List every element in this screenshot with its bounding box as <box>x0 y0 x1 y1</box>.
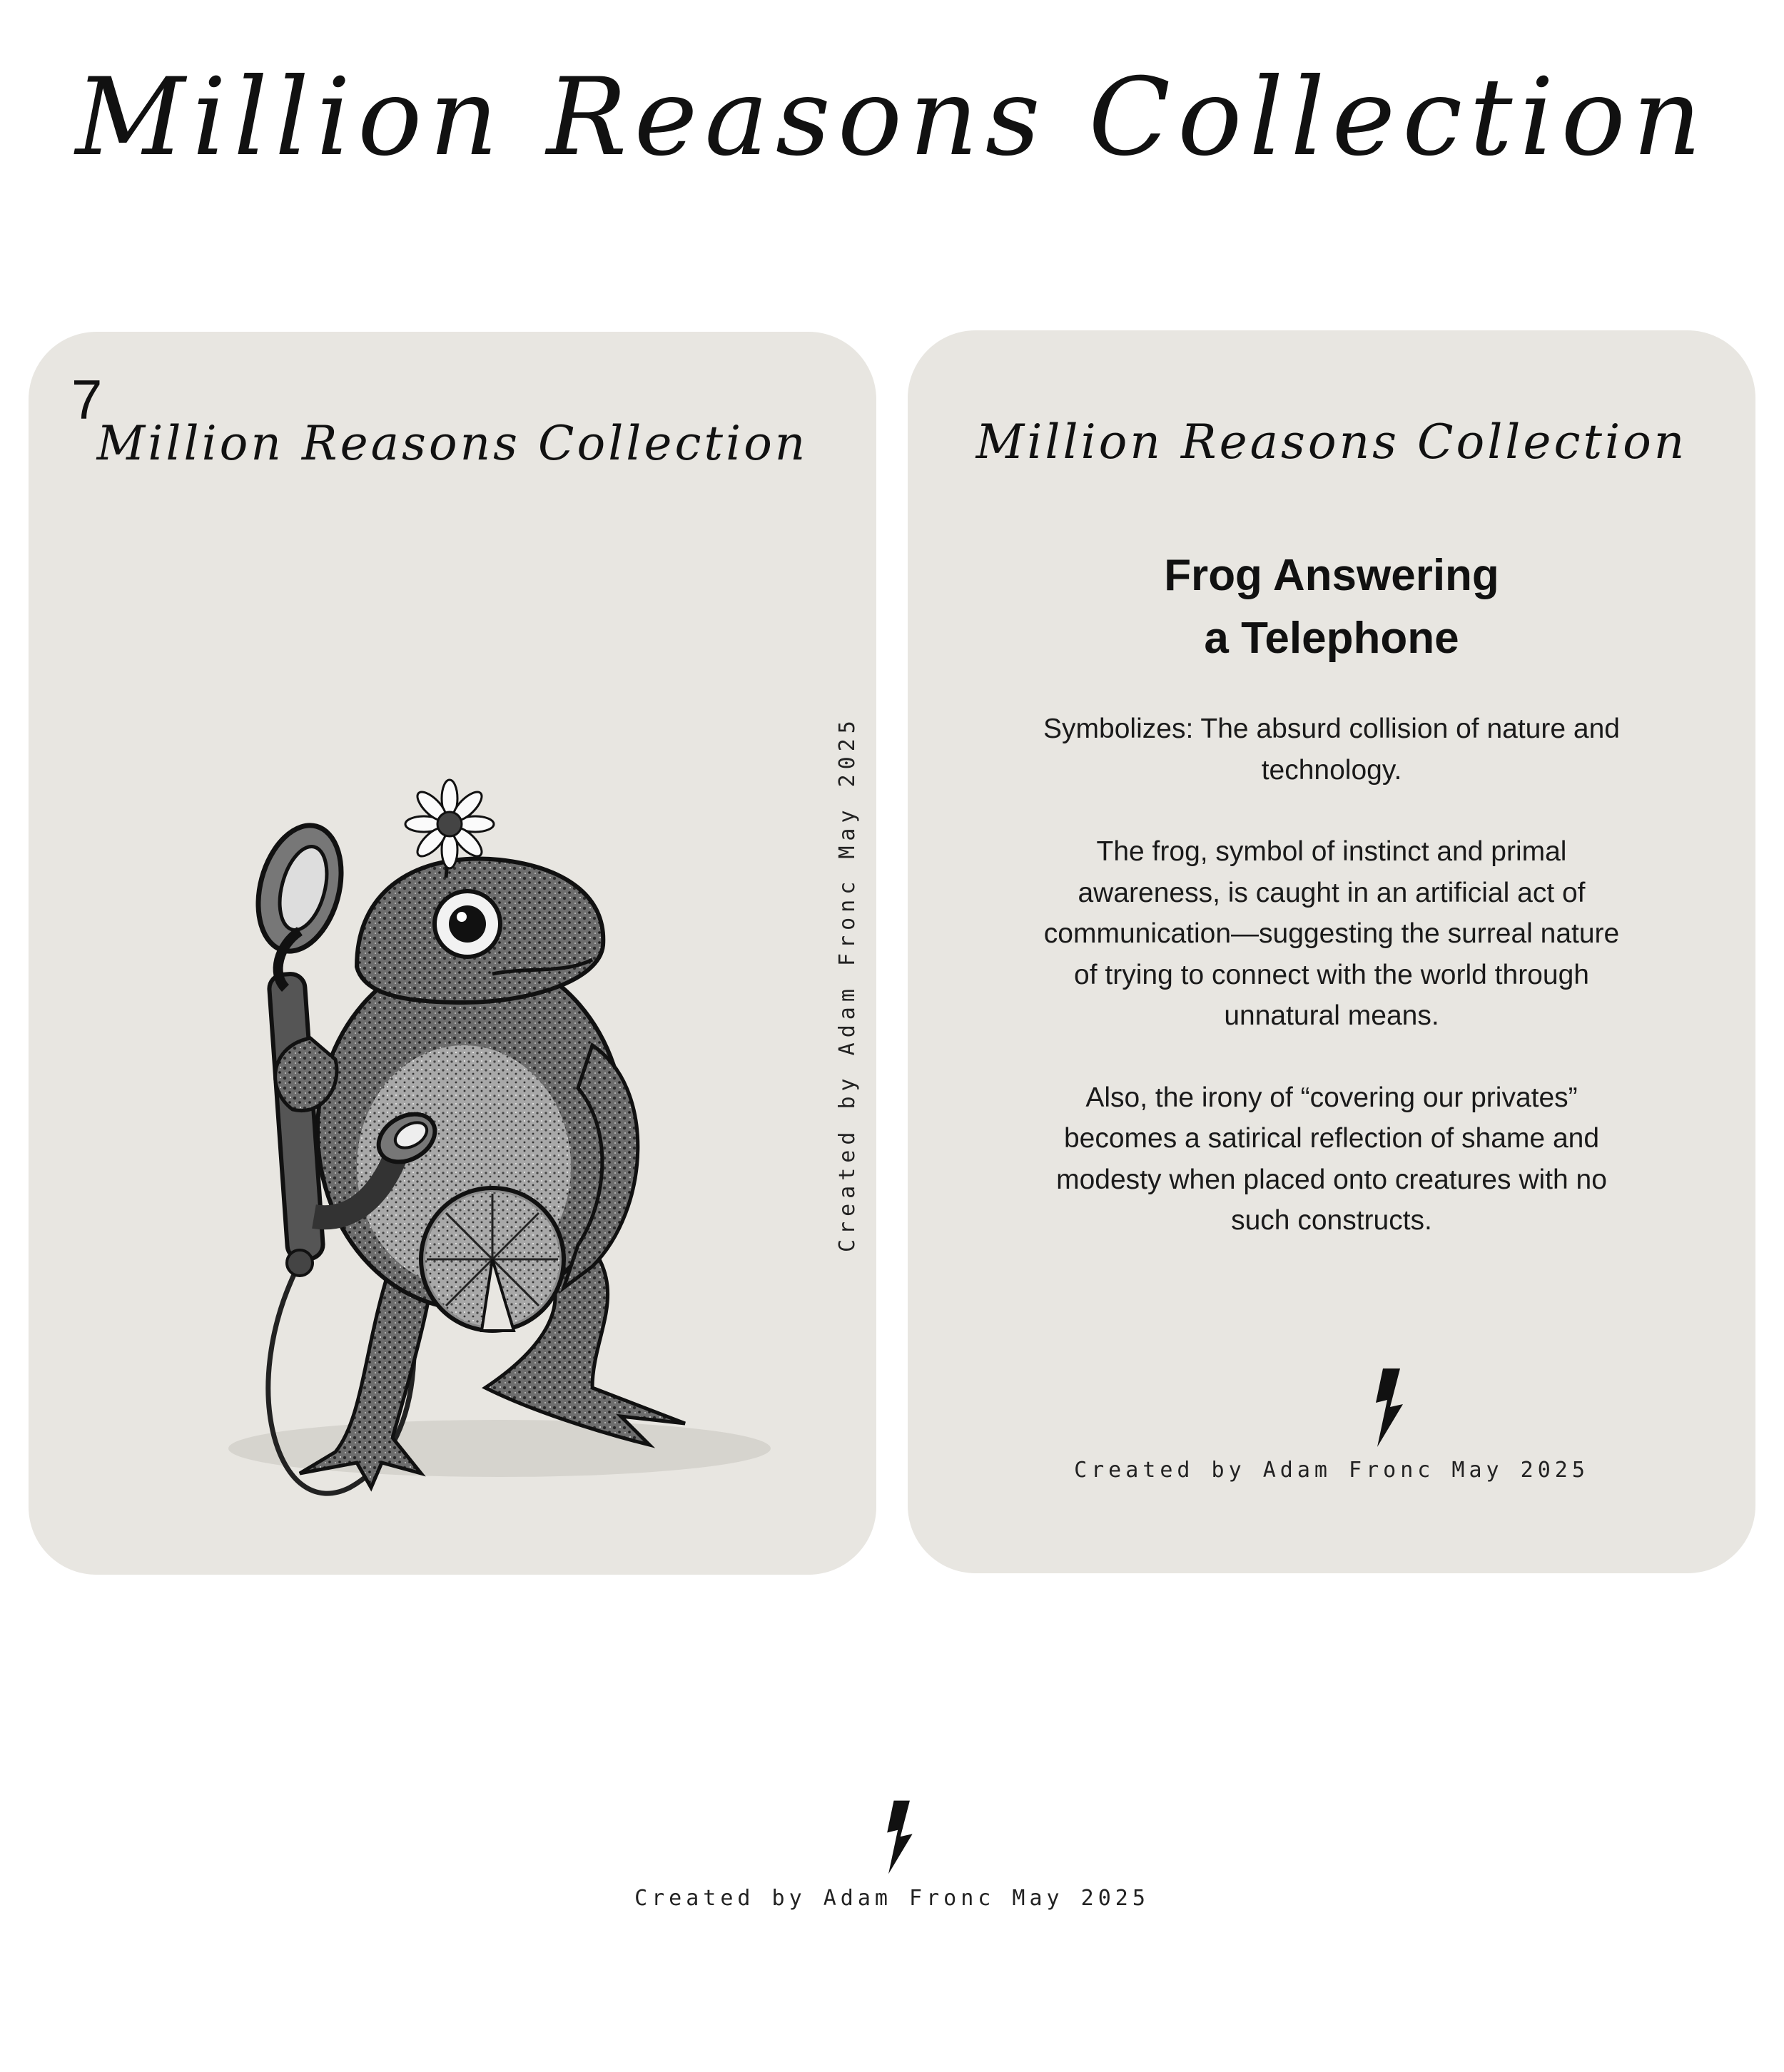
card-front-credit: Created by Adam Fronc May 2025 <box>835 716 860 1252</box>
card-front <box>29 332 876 1575</box>
card-front-header: Million Reasons Collection <box>96 416 809 471</box>
frog-illustration <box>193 546 792 1530</box>
description-paragraph-2: The frog, symbol of instinct and primal awareness, is caught in an artificial act of communication—suggesting the surreal nature of trying to connect with the world through unnatural means. <box>1043 836 1620 1031</box>
description-paragraph-1: Symbolizes: The absurd collision of nature and technology. <box>1043 713 1620 786</box>
lily-pad <box>421 1188 564 1331</box>
lightning-bolt-icon <box>879 1798 919 1877</box>
card-description <box>1043 709 1620 1282</box>
card-number: 7 <box>71 368 103 431</box>
card-back-header: Million Reasons Collection <box>975 415 1688 469</box>
card-back-credit: Created by Adam Fronc May 2025 <box>1074 1458 1589 1483</box>
card-title <box>908 544 1755 670</box>
lightning-bolt-icon <box>1367 1368 1410 1447</box>
page-title: Million Reasons Collection <box>75 56 1709 180</box>
card-back <box>908 330 1755 1573</box>
card-title-line-2: a Telephone <box>1204 614 1459 663</box>
card-title-line-1: Frog Answering <box>1164 551 1499 600</box>
page-credit: Created by Adam Fronc May 2025 <box>634 1886 1150 1911</box>
description-paragraph-3: Also, the irony of “covering our privates” becomes a satirical reflection of shame and modesty when placed onto creatures with no such constructs. <box>1056 1082 1607 1236</box>
